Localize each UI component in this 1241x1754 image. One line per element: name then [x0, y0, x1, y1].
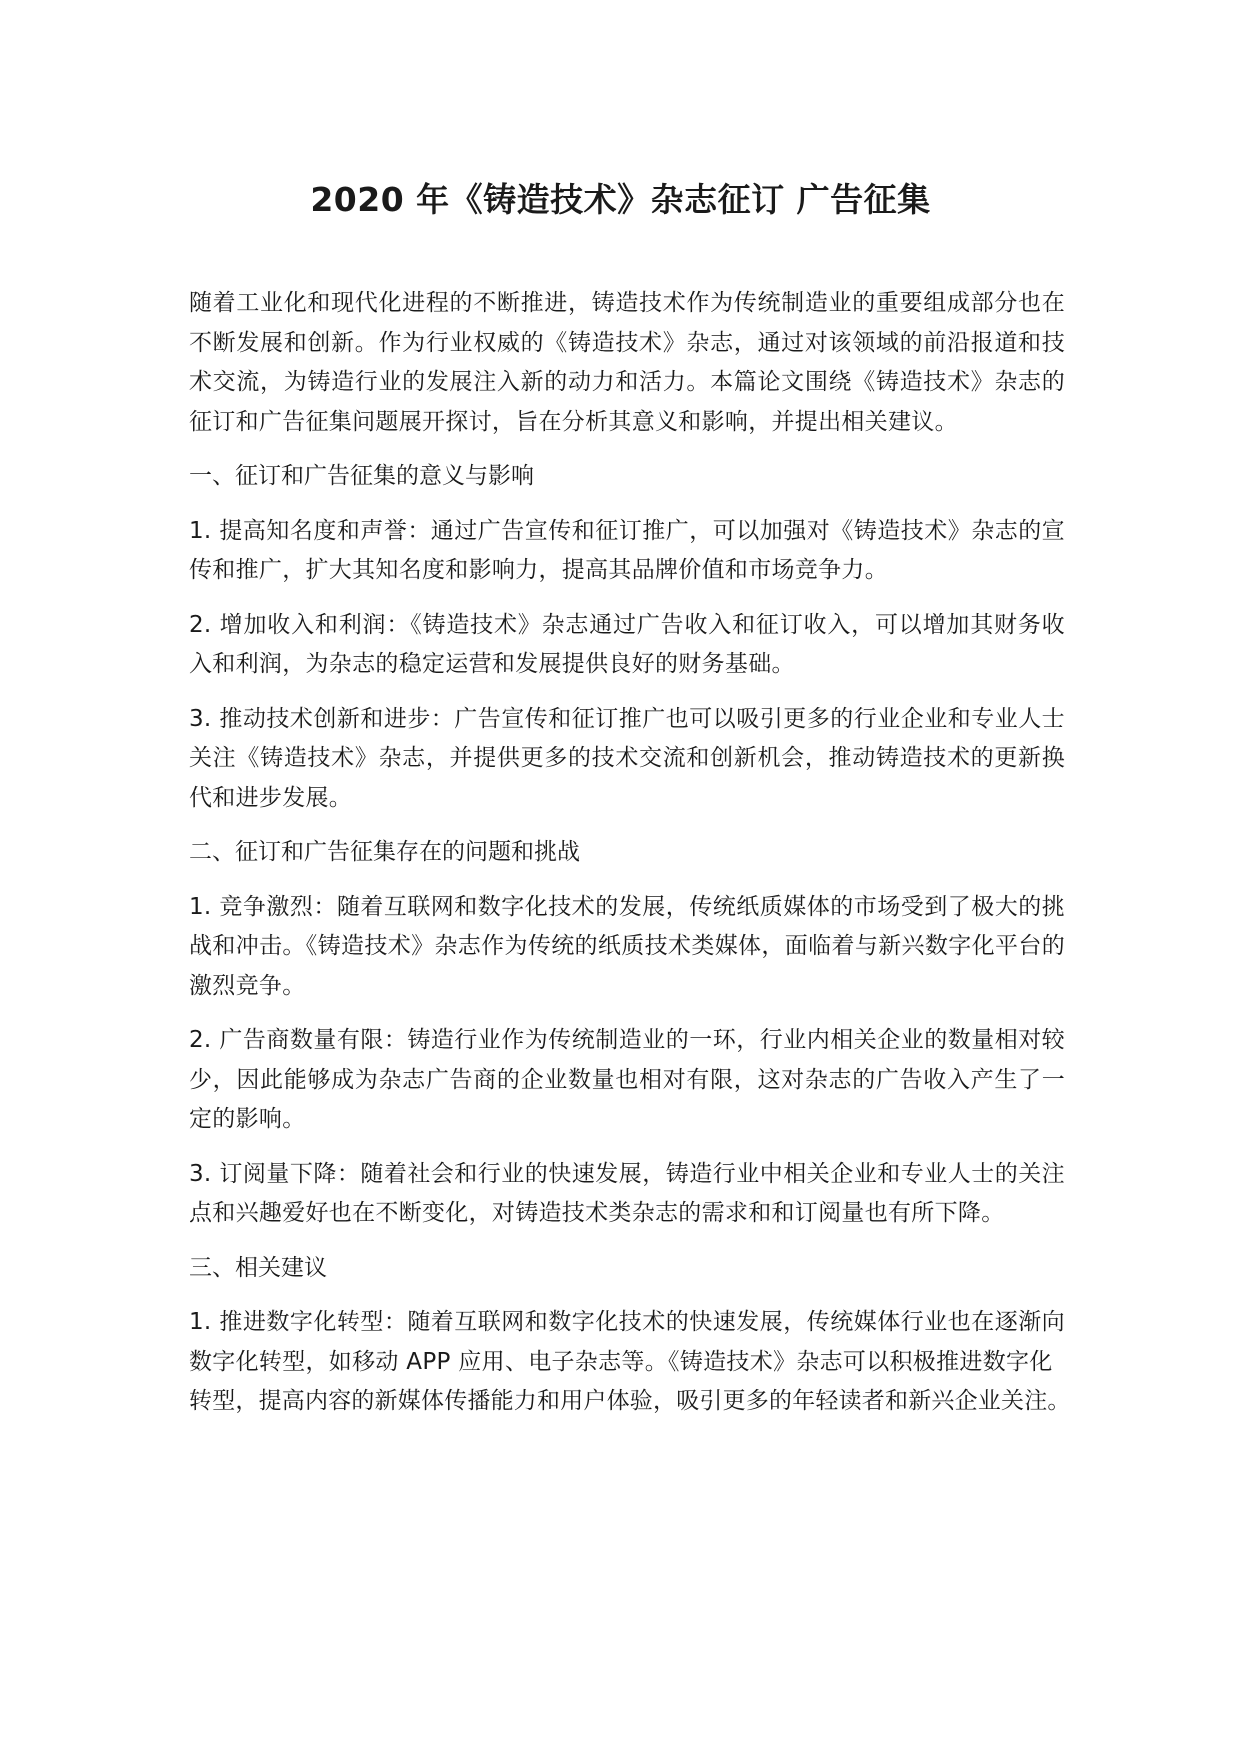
list-item: 3. 订阅量下降：随着社会和行业的快速发展，铸造行业中相关企业和专业人士的关注点和兴趣爱好也在不断变化，对铸造技术类杂志的需求和和订阅量也有所下降。	[189, 1160, 1065, 1226]
section-heading-3: 三、相关建议	[189, 1254, 327, 1281]
list-item: 3. 推动技术创新和进步：广告宣传和征订推广也可以吸引更多的行业企业和专业人士关注《铸造技术》杂志，并提供更多的技术交流和创新机会，推动铸造技术的更新换代和进步发展。	[189, 705, 1065, 811]
list-item: 1. 竞争激烈：随着互联网和数字化技术的发展，传统纸质媒体的市场受到了极大的挑战和冲击。《铸造技术》杂志作为传统的纸质技术类媒体，面临着与新兴数字化平台的激烈竞争。	[189, 893, 1065, 999]
section-heading-1: 一、征订和广告征集的意义与影响	[189, 463, 534, 489]
list-item-continuation: 转型，提高内容的新媒体传播能力和用户体验，吸引更多的年轻读者和新兴企业关注。	[189, 1388, 1071, 1414]
list-item: 1. 推进数字化转型：随着互联网和数字化技术的快速发展，传统媒体行业也在逐渐向数字化转型，如移动 APP 应用、电子杂志等。《铸造技术》杂志可以积极推进数字化	[189, 1309, 1065, 1375]
list-item: 2. 广告商数量有限：铸造行业作为传统制造业的一环，行业内相关企业的数量相对较少，因此能够成为杂志广告商的企业数量也相对有限，这对杂志的广告收入产生了一定的影响。	[189, 1027, 1065, 1132]
page-title: 2020 年《铸造技术》杂志征订 广告征集	[310, 180, 931, 219]
list-item: 1. 提高知名度和声誉：通过广告宣传和征订推广，可以加强对《铸造技术》杂志的宣传和推广，扩大其知名度和影响力，提高其品牌价值和市场竞争力。	[189, 517, 1065, 583]
section-heading-2: 二、征订和广告征集存在的问题和挑战	[189, 839, 580, 865]
intro-paragraph: 随着工业化和现代化进程的不断推进，铸造技术作为传统制造业的重要组成部分也在不断发展和创新。作为行业权威的《铸造技术》杂志，通过对该领域的前沿报道和技术交流，为铸造行业的发展注入新的动力和活力。本篇论文围绕《铸造技术》杂志的征订和广告征集问题展开探讨，旨在分析其意义和影响，并提出相关建议。	[189, 290, 1065, 435]
list-item: 2. 增加收入和利润：《铸造技术》杂志通过广告收入和征订收入，可以增加其财务收入和利润，为杂志的稳定运营和发展提供良好的财务基础。	[189, 611, 1065, 677]
document-body	[189, 284, 1071, 1422]
